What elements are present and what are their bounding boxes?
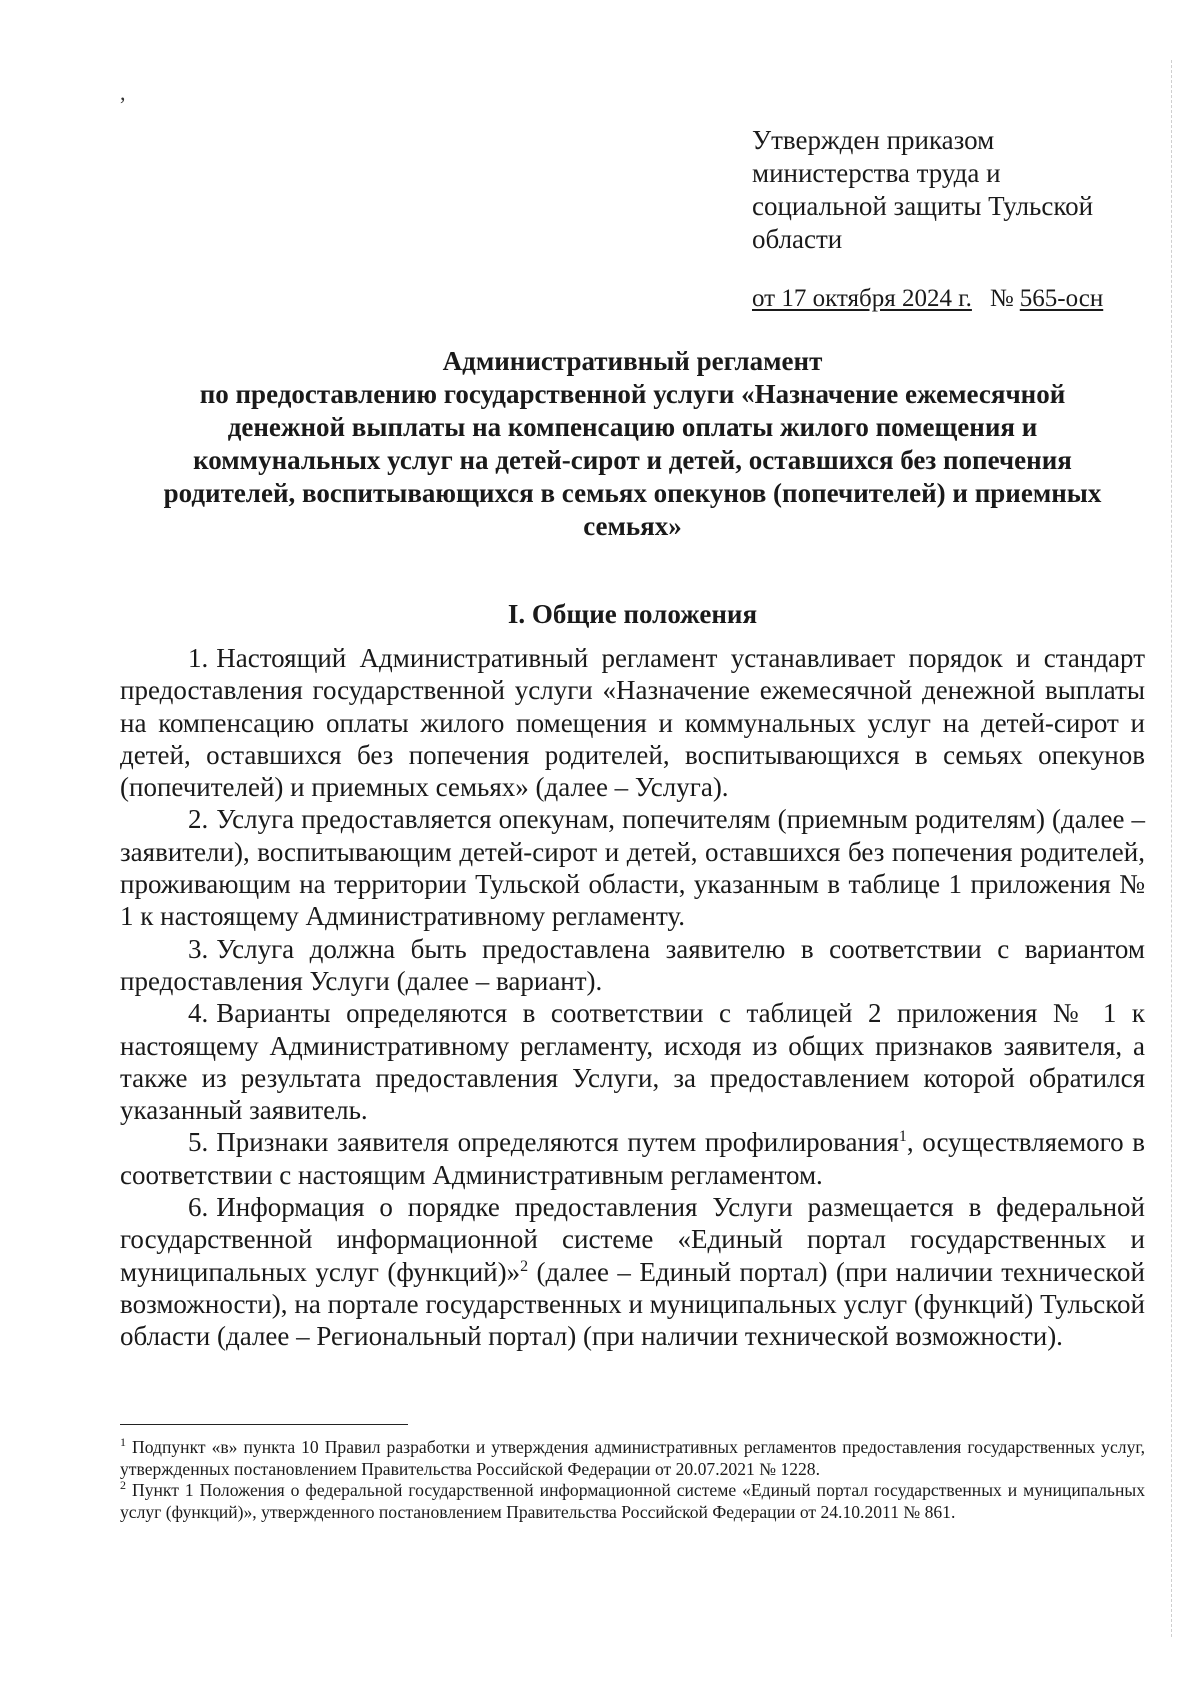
paragraph-3 bbox=[120, 933, 1145, 998]
footnote-ref-2[interactable]: 2 bbox=[520, 1257, 529, 1275]
paragraph-1 bbox=[120, 642, 1145, 803]
footnote-text: Подпункт «в» пункта 10 Правил разработки и утверждения административных регламентов предоставления государственных услуг, утвержденных постановлением Правительства Российской Федерации от 20.07.2021 № 1228. bbox=[120, 1437, 1145, 1479]
footnote-2 bbox=[120, 1480, 1145, 1523]
paragraph-text-cont: , осуществляемого в соответствии с настоящим Административным регламентом. bbox=[120, 1127, 1145, 1190]
stray-mark: , bbox=[120, 80, 126, 105]
approval-date-line bbox=[752, 284, 1103, 314]
footnote-mark: 1 bbox=[120, 1435, 126, 1450]
document-title bbox=[120, 345, 1145, 543]
footnote-text: Пункт 1 Положения о федеральной государственной информационной системе «Единый портал государственных и муниципальных услуг (функций)», утвержденного постановлением Правительства Российской Федерации от 24.10.2011 № 861. bbox=[120, 1480, 1145, 1522]
paragraph-6 bbox=[120, 1191, 1145, 1352]
section-body bbox=[120, 642, 1145, 1353]
paragraph-number: 5. bbox=[188, 1127, 209, 1158]
paragraph-text: Признаки заявителя определяются путем профилирования bbox=[216, 1127, 899, 1158]
title-line: коммунальных услуг на детей-сирот и детей, оставшихся без попечения bbox=[193, 445, 1072, 475]
approval-line: министерства труда и bbox=[752, 158, 1001, 188]
approval-line: области bbox=[752, 224, 843, 254]
paragraph-number: 1. bbox=[188, 643, 209, 673]
footnote-ref-1[interactable]: 1 bbox=[898, 1128, 907, 1146]
title-line: родителей, воспитывающихся в семьях опекунов (попечителей) и приемных bbox=[163, 478, 1102, 508]
paragraph-number: 4. bbox=[188, 998, 209, 1029]
title-line: семьях» bbox=[583, 511, 682, 541]
paragraph-text: Информация о порядке предоставления Услуги размещается в федеральной государственной информационной системе «Единый портал государственных и муниципальных услуг (функций)» bbox=[120, 1192, 1145, 1287]
footnote-1 bbox=[120, 1437, 1145, 1480]
title-line: денежной выплаты на компенсацию оплаты жилого помещения и bbox=[227, 412, 1038, 442]
footnote-divider bbox=[120, 1424, 408, 1425]
approval-line: Утвержден приказом bbox=[752, 125, 995, 155]
approval-number: 565-осн bbox=[1019, 285, 1104, 312]
title-line: по предоставлению государственной услуги «Назначение ежемесячной bbox=[199, 379, 1066, 409]
paragraph-number: 6. bbox=[188, 1192, 209, 1223]
paragraph-text: Услуга предоставляется опекунам, попечителям (приемным родителям) (далее – заявители), воспитывающим детей-сирот и детей, оставшихся без попечения родителей, проживающим на территории Тульской области, указанным в таблице 1 приложения № 1 к настоящему Административному регламенту. bbox=[120, 804, 1145, 932]
number-sign: № bbox=[989, 285, 1014, 312]
footnotes bbox=[120, 1437, 1145, 1523]
paragraph-number: 3. bbox=[188, 933, 209, 964]
approval-stamp bbox=[752, 124, 1132, 256]
paragraph-5 bbox=[120, 1126, 1145, 1191]
paragraph-text-cont: (далее – Единый портал) (при наличии технической возможности), на портале государственных и муниципальных услуг (функций) Тульской области (далее – Региональный портал) (при наличии технической возможности). bbox=[120, 1256, 1145, 1352]
section-heading: I. Общие положения bbox=[507, 599, 758, 629]
paragraph-text: Варианты определяются в соответствии с таблицей 2 приложения № 1 к настоящему Административному регламенту, исходя из общих признаков заявителя, а также из результата предоставления Услуги, за предоставлением которой обратился указанный заявитель. bbox=[120, 998, 1145, 1126]
approval-date: от 17 октября 2024 г. bbox=[752, 285, 972, 312]
paragraph-4 bbox=[120, 997, 1145, 1126]
scan-edge-line bbox=[1171, 60, 1172, 1637]
paragraph-text: Настоящий Административный регламент устанавливает порядок и стандарт предоставления государственной услуги «Назначение ежемесячной денежной выплаты на компенсацию оплаты жилого помещения и коммунальных услуг на детей-сирот и детей, оставшихся без попечения родителей, воспитывающихся в семьях опекунов (попечителей) и приемных семьях» (далее – Услуга). bbox=[120, 643, 1145, 803]
paragraph-2 bbox=[120, 803, 1145, 932]
title-line: Административный регламент bbox=[442, 346, 823, 376]
approval-line: социальной защиты Тульской bbox=[752, 191, 1094, 221]
paragraph-number: 2. bbox=[188, 804, 209, 835]
paragraph-text: Услуга должна быть предоставлена заявителю в соответствии с вариантом предоставления Услуги (далее – вариант). bbox=[120, 933, 1145, 996]
footnote-mark: 2 bbox=[120, 1478, 126, 1493]
